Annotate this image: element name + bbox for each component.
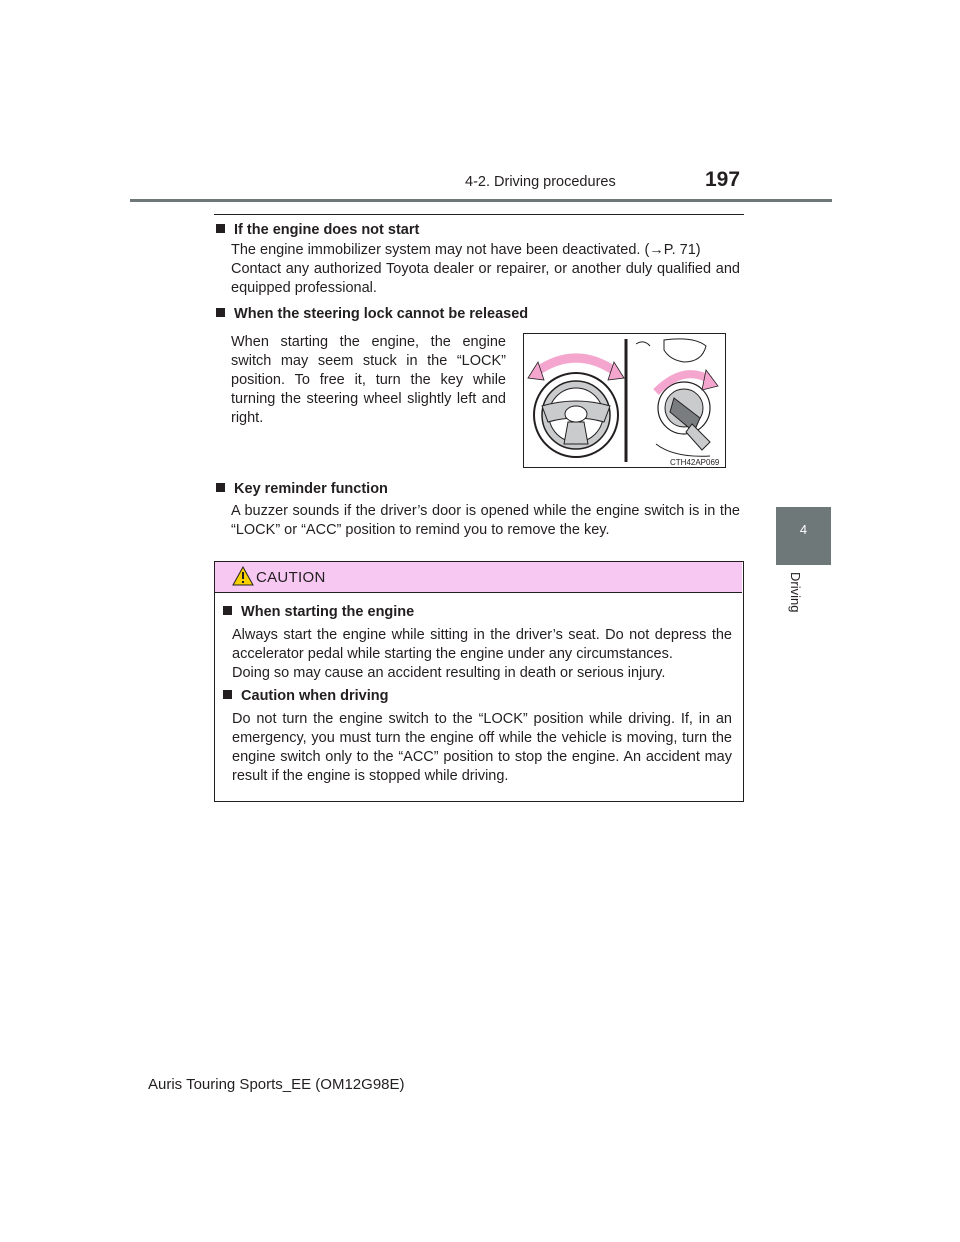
paragraph: When starting the engine, the engine switch may seem stuck in the “LOCK” position. To free it, turn the key while turning the steering wheel slightly left and right. bbox=[231, 334, 506, 426]
ignition-key-icon bbox=[636, 339, 710, 456]
caution-heading-starting-engine bbox=[223, 604, 414, 620]
caution-body-driving bbox=[232, 710, 732, 786]
section-heading-steering-lock bbox=[216, 306, 528, 322]
paragraph: Do not turn the engine switch to the “LOCK” position while driving. If, in an emergency, you must turn the engine off while the vehicle is moving, turn the engine switch only to the “ACC” position to stop the engine. An accident may result if the engine is stopped while driving. bbox=[232, 711, 732, 784]
steering-wheel-key-drawing bbox=[524, 334, 725, 467]
paragraph: Doing so may cause an accident resulting in death or serious injury. bbox=[232, 665, 666, 681]
rotate-arrow-icon bbox=[536, 358, 616, 372]
section-body-engine-not-start bbox=[231, 241, 740, 298]
steering-wheel-icon bbox=[534, 373, 618, 457]
chapter-number: 4 bbox=[799, 522, 808, 537]
warning-triangle-icon bbox=[232, 566, 254, 586]
section-body-key-reminder bbox=[231, 502, 740, 540]
paragraph: A buzzer sounds if the driver’s door is opened while the engine switch is in the “LOCK” or “ACC” position to remind you to remove the key. bbox=[231, 503, 740, 538]
caution-heading-text: Caution when driving bbox=[241, 688, 389, 704]
section-heading-text: Key reminder function bbox=[234, 481, 388, 497]
figure-code: CTH42AP069 bbox=[670, 458, 720, 467]
section-body-steering-lock bbox=[231, 333, 506, 428]
footer-model: Auris Touring Sports_EE (OM12G98E) bbox=[148, 1076, 405, 1093]
caution-heading-driving bbox=[223, 688, 388, 704]
topic-rule bbox=[214, 214, 744, 215]
paragraph: Contact any authorized Toyota dealer or repairer, or another duly qualified and equipped professional. bbox=[231, 261, 740, 296]
caution-label: CAUTION bbox=[256, 569, 326, 586]
header-section-title: 4-2. Driving procedures bbox=[465, 174, 616, 190]
chapter-label-text: Driving bbox=[788, 572, 803, 613]
section-heading-key-reminder bbox=[216, 481, 388, 497]
paragraph: Always start the engine while sitting in the driver’s seat. Do not depress the accelerator pedal while starting the engine under any circumstances. bbox=[232, 627, 732, 662]
caution-body-starting-engine bbox=[232, 626, 732, 683]
page-number: 197 bbox=[705, 168, 741, 191]
chapter-label bbox=[768, 570, 828, 640]
header-rule bbox=[130, 199, 832, 202]
paragraph: The engine immobilizer system may not have been deactivated. (→P. 71) bbox=[231, 242, 701, 258]
caution-heading-text: When starting the engine bbox=[241, 604, 415, 620]
section-heading-text: When the steering lock cannot be released bbox=[234, 306, 529, 322]
section-heading-engine-not-start bbox=[216, 222, 419, 238]
steering-lock-illustration bbox=[523, 333, 726, 468]
section-heading-text: If the engine does not start bbox=[234, 222, 420, 238]
